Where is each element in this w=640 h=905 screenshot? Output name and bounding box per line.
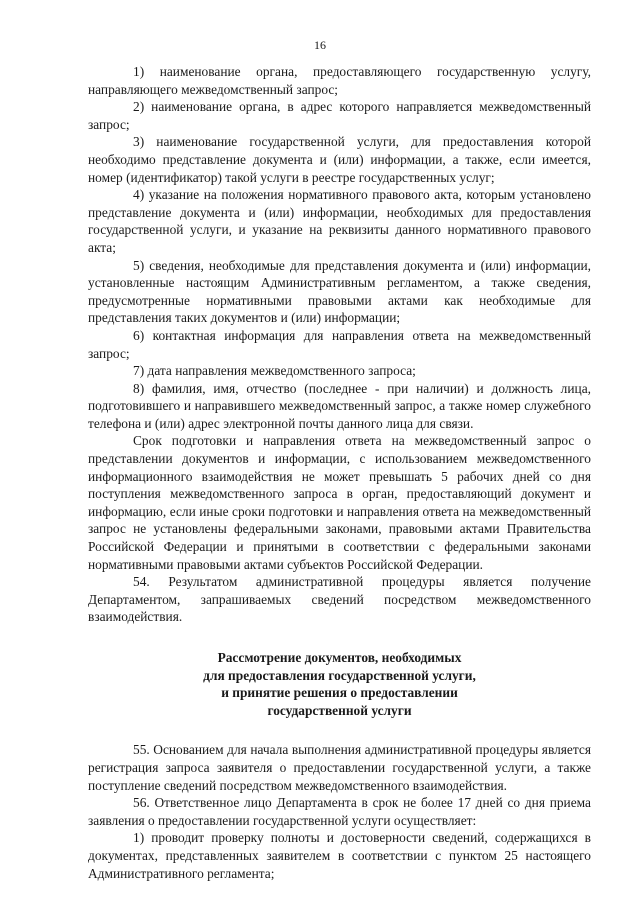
paragraph-item-2: 2) наименование органа, в адрес которого направляется межведомственный запрос;: [88, 99, 591, 132]
paragraph-item-4: 4) указание на положения нормативного правового акта, которым установлено представление документа и (или) информации, необходимых для предоставления государственной услуги, и указание на реквизиты данного нормативного правового акта;: [88, 187, 591, 255]
paragraph-54: 54. Результатом административной процедуры является получение Департаментом, запрашиваемых сведений посредством межведомственного взаимодействия.: [88, 574, 591, 625]
paragraph-item-6: 6) контактная информация для направления ответа на межведомственный запрос;: [88, 327, 591, 361]
paragraph-item-7: 7) дата направления межведомственного запроса;: [133, 363, 416, 379]
paragraph-item-3: 3) наименование государственной услуги, для предоставления которой необходимо представление документа и (или) информации, а также, если имеется, номер (идентификатор) такой услуги в реестре государственных услуг;: [88, 134, 591, 185]
paragraph-response-deadline: Срок подготовки и направления ответа на межведомственный запрос о представлении документов и информации, с использованием межведомственного информационного взаимодействия не может превышать 5 рабочих дней со дня поступления межведомственного запроса в орган, предоставляющий документ и информацию, если иные сроки подготовки и направления ответа на межведомственный запрос не установлены федеральными законами, правовыми актами Правительства Российской Федерации и принятыми в соответствии с федеральными законами нормативными правовыми актами субъектов Российской Федерации.: [88, 433, 591, 572]
page-number: 16: [314, 38, 326, 52]
spacer: [88, 626, 591, 649]
spacer: [88, 719, 591, 741]
paragraph-55: 55. Основанием для начала выполнения административной процедуры является регистрация запроса заявителя о предоставлении государственной услуги, а также поступление сведений посредством межведомственного взаимодействия.: [88, 742, 591, 793]
paragraph-56: 56. Ответственное лицо Департамента в срок не более 17 дней со дня приема заявления о предоставлении государственной услуги осуществляет:: [88, 795, 591, 828]
heading-line-2: для предоставления государственной услуги,: [203, 667, 476, 683]
document-body: [88, 63, 591, 882]
heading-line-1: Рассмотрение документов, необходимых: [217, 650, 462, 665]
section-heading: [88, 649, 591, 719]
heading-line-3: и принятие решения о предоставлении: [221, 685, 458, 701]
heading-line-4: государственной услуги: [267, 702, 412, 718]
paragraph-item-8: 8) фамилия, имя, отчество (последнее - при наличии) и должность лица, подготовившего и направившего межведомственный запрос, а также номер служебного телефона и (или) адрес электронной почты данного лица для связи.: [88, 380, 591, 431]
paragraph-56-item-1: 1) проводит проверку полноты и достоверности сведений, содержащихся в документах, представленных заявителем в соответствии с пунктом 25 настоящего Административного регламента;: [88, 830, 591, 881]
paragraph-item-5: 5) сведения, необходимые для представления документа и (или) информации, установленные настоящим Административным регламентом, а также сведения, предусмотренные нормативными правовыми актами как необходимые для представления таких документов и (или) информации;: [88, 257, 591, 326]
paragraph-item-1: 1) наименование органа, предоставляющего государственную услугу, направляющего межведомственный запрос;: [88, 64, 591, 97]
